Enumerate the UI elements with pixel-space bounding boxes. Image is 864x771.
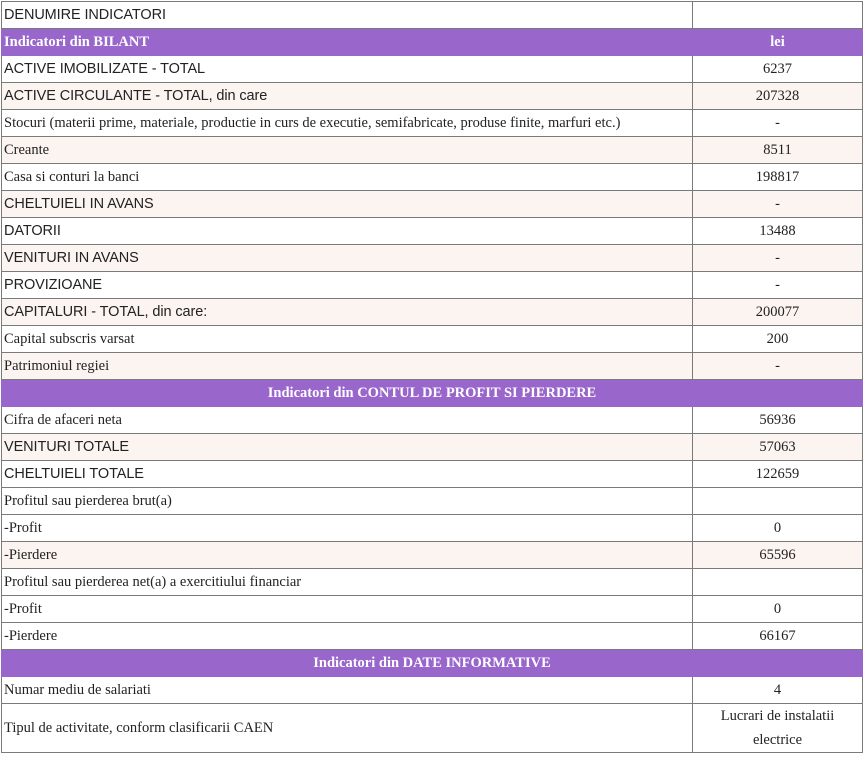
financial-indicators-table [1,1,863,753]
row-label: Creante [2,137,693,164]
table-row [2,272,863,299]
table-row [2,704,863,753]
row-value: - [693,245,863,272]
table-row [2,164,863,191]
row-value: 0 [693,596,863,623]
table-row [2,461,863,488]
header-label: DENUMIRE INDICATORI [2,2,693,29]
row-value: 200077 [693,299,863,326]
row-label: -Profit [2,515,693,542]
row-label: Profitul sau pierderea brut(a) [2,488,693,515]
row-value: 66167 [693,623,863,650]
row-label: -Pierdere [2,542,693,569]
row-label: Stocuri (materii prime, materiale, productie in curs de executie, semifabricate, produse finite, marfuri etc.) [2,110,693,137]
row-label: ACTIVE IMOBILIZATE - TOTAL [2,56,693,83]
table-header-row [2,2,863,29]
row-value: 6237 [693,56,863,83]
row-value: 56936 [693,407,863,434]
row-label: -Pierdere [2,623,693,650]
row-value: 57063 [693,434,863,461]
row-value: 198817 [693,164,863,191]
table-row [2,245,863,272]
table-row [2,56,863,83]
section-title-profit: Indicatori din CONTUL DE PROFIT SI PIERDERE [2,380,863,407]
table-row [2,299,863,326]
row-label: CAPITALURI - TOTAL, din care: [2,299,693,326]
row-value: Lucrari de instalatii electrice [693,704,863,753]
row-value: - [693,272,863,299]
table-row [2,569,863,596]
row-label: VENITURI IN AVANS [2,245,693,272]
row-value: 13488 [693,218,863,245]
section-title-informative: Indicatori din DATE INFORMATIVE [2,650,863,677]
section-title-bilant: Indicatori din BILANT [2,29,693,56]
table-row [2,191,863,218]
row-label: VENITURI TOTALE [2,434,693,461]
row-value: 207328 [693,83,863,110]
table-row [2,623,863,650]
table-row [2,110,863,137]
row-value: - [693,191,863,218]
row-label: -Profit [2,596,693,623]
table-row [2,542,863,569]
table-row [2,434,863,461]
row-value: - [693,110,863,137]
table-row [2,515,863,542]
table-row [2,596,863,623]
row-value: 122659 [693,461,863,488]
table-row [2,677,863,704]
row-label: Cifra de afaceri neta [2,407,693,434]
table-row [2,218,863,245]
row-value [693,569,863,596]
table-row [2,326,863,353]
row-label: Capital subscris varsat [2,326,693,353]
row-label: ACTIVE CIRCULANTE - TOTAL, din care [2,83,693,110]
row-label: CHELTUIELI TOTALE [2,461,693,488]
table-row [2,83,863,110]
row-label: Tipul de activitate, conform clasificarii CAEN [2,704,693,753]
table-row [2,353,863,380]
row-value [693,488,863,515]
row-label: PROVIZIOANE [2,272,693,299]
row-value: 0 [693,515,863,542]
header-value [693,2,863,29]
table-row [2,407,863,434]
row-label: DATORII [2,218,693,245]
row-value: 200 [693,326,863,353]
row-value: 4 [693,677,863,704]
row-label: Casa si conturi la banci [2,164,693,191]
row-value: 65596 [693,542,863,569]
row-label: CHELTUIELI IN AVANS [2,191,693,218]
table-row [2,137,863,164]
section-header-informative [2,650,863,677]
section-header-bilant [2,29,863,56]
row-value: 8511 [693,137,863,164]
row-label: Patrimoniul regiei [2,353,693,380]
row-value: - [693,353,863,380]
unit-label: lei [693,29,863,56]
table-row [2,488,863,515]
row-label: Profitul sau pierderea net(a) a exercitiului financiar [2,569,693,596]
section-header-profit [2,380,863,407]
row-label: Numar mediu de salariati [2,677,693,704]
